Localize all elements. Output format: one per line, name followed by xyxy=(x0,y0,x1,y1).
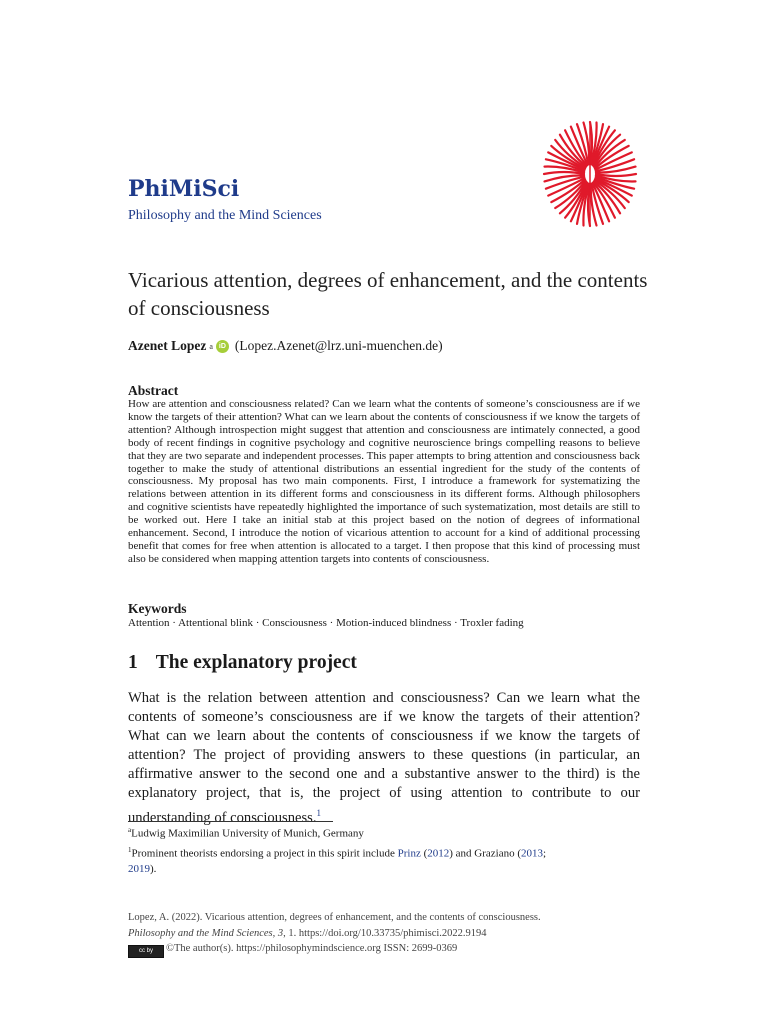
author-name: Azenet Lopez xyxy=(128,338,207,353)
logo-stroke xyxy=(544,172,584,174)
orcid-icon[interactable]: iD xyxy=(216,340,229,353)
footnote-affil-mark: a xyxy=(128,826,132,834)
section-body xyxy=(128,689,640,828)
page-footer xyxy=(128,910,541,958)
section-body-text: What is the relation between attention and consciousness? Can we learn what the contents of someone’s consciousness are if we know the targets of their attention? What can we learn about the contents of consciousness if we know the targets of attention? The project of providing answers to these questions (in particular, an affirmative answer to the second one and a substantive answer to the third) is the explanatory project, that is, the project of using attention to contribute to our understanding of consciousness. xyxy=(128,690,640,826)
footnote-1-mid: ) and Graziano ( xyxy=(449,847,522,860)
abstract-text: How are attention and consciousness related? Can we learn what the contents of someone’s consciousness are if we know the targets of their attention? What can we learn about the contents of consciousness if we know the targets of attention? Although introspection might suggest that attention and consciousness are intimately connected, a good body of recent findings in cognitive psychology and cognitive neuroscience brings compelling reasons to believe that they are two separate and independent processes. This paper attempts to bring attention and consciousness back together to make the study of attentional distributions an essential ingredient for the study of the contents of consciousness. My proposal has two main components. First, I introduce a framework for systematizing the relations between attention in its different forms and consciousness in its different forms. Although philosophers and cognitive scientists have repeatedly highlighted the importance of such systematization, most details are still to be worked out. Here I take an initial stab at this project based on the notion of degrees of informational enhancement. Second, I introduce the notion of vicarious attention to account for a kind of additional processing benefit that comes for free when attention is allocated to a target. I then propose that this kind of processing must also be considered when mapping attention targets into contents of consciousness. xyxy=(128,398,640,565)
footnote-1 xyxy=(128,843,640,877)
footnote-1-punct: ( xyxy=(420,847,428,860)
keywords-heading: Keywords xyxy=(128,601,187,616)
keywords-list: Attention · Attentional blink · Consciousness · Motion-induced blindness · Troxler fading xyxy=(128,617,524,629)
ref-graziano-2019-link[interactable]: 2019 xyxy=(128,862,150,875)
footer-journal-line xyxy=(128,926,541,942)
footnote-1-end: ). xyxy=(150,862,157,875)
author-email[interactable]: (Lopez.Azenet@lrz.uni-muenchen.de) xyxy=(234,338,443,353)
footnote-affil-text: Ludwig Maximilian University of Munich, Germany xyxy=(131,827,364,840)
section-heading xyxy=(128,652,357,674)
footnote-1-sep: ; xyxy=(543,847,547,860)
paper-title: Vicarious attention, degrees of enhancement, and the contents of consciousness xyxy=(128,268,648,320)
journal-subtitle: Philosophy and the Mind Sciences xyxy=(128,208,322,223)
journal-name: PhiMiSci xyxy=(128,176,240,202)
abstract-heading: Abstract xyxy=(128,383,179,398)
footnote-1-mark: 1 xyxy=(128,846,132,854)
author-line xyxy=(128,338,443,354)
author-affil-mark: a xyxy=(209,341,213,351)
footnote-link[interactable]: 1 xyxy=(316,807,321,818)
cc-license-icon[interactable]: cc by xyxy=(128,945,164,958)
footnote-affiliation xyxy=(128,826,364,840)
journal-logo-icon xyxy=(540,118,640,230)
footer-citation: Lopez, A. (2022). Vicarious attention, degrees of enhancement, and the contents of consciousness. xyxy=(128,912,541,923)
footer-doi[interactable]: , 1. https://doi.org/10.33735/phimisci.2022.9194 xyxy=(283,927,487,939)
ref-graziano-2013-link[interactable]: 2013 xyxy=(521,847,544,860)
section-number: 1 xyxy=(128,652,138,673)
footnote-1-text: Prominent theorists endorsing a project in this spirit include xyxy=(131,847,398,860)
ref-prinz-link[interactable]: Prinz xyxy=(397,847,421,860)
footer-license[interactable]: ©The author(s). https://philosophymindscience.org ISSN: 2699-0369 xyxy=(166,943,458,954)
footer-license-line xyxy=(128,941,541,958)
logo-stroke xyxy=(596,174,636,176)
ref-prinz-year-link[interactable]: 2012 xyxy=(427,847,450,860)
section-title: The explanatory project xyxy=(155,652,357,673)
footnote-divider xyxy=(128,821,333,822)
footer-journal: Philosophy and the Mind Sciences, 3 xyxy=(128,927,284,939)
